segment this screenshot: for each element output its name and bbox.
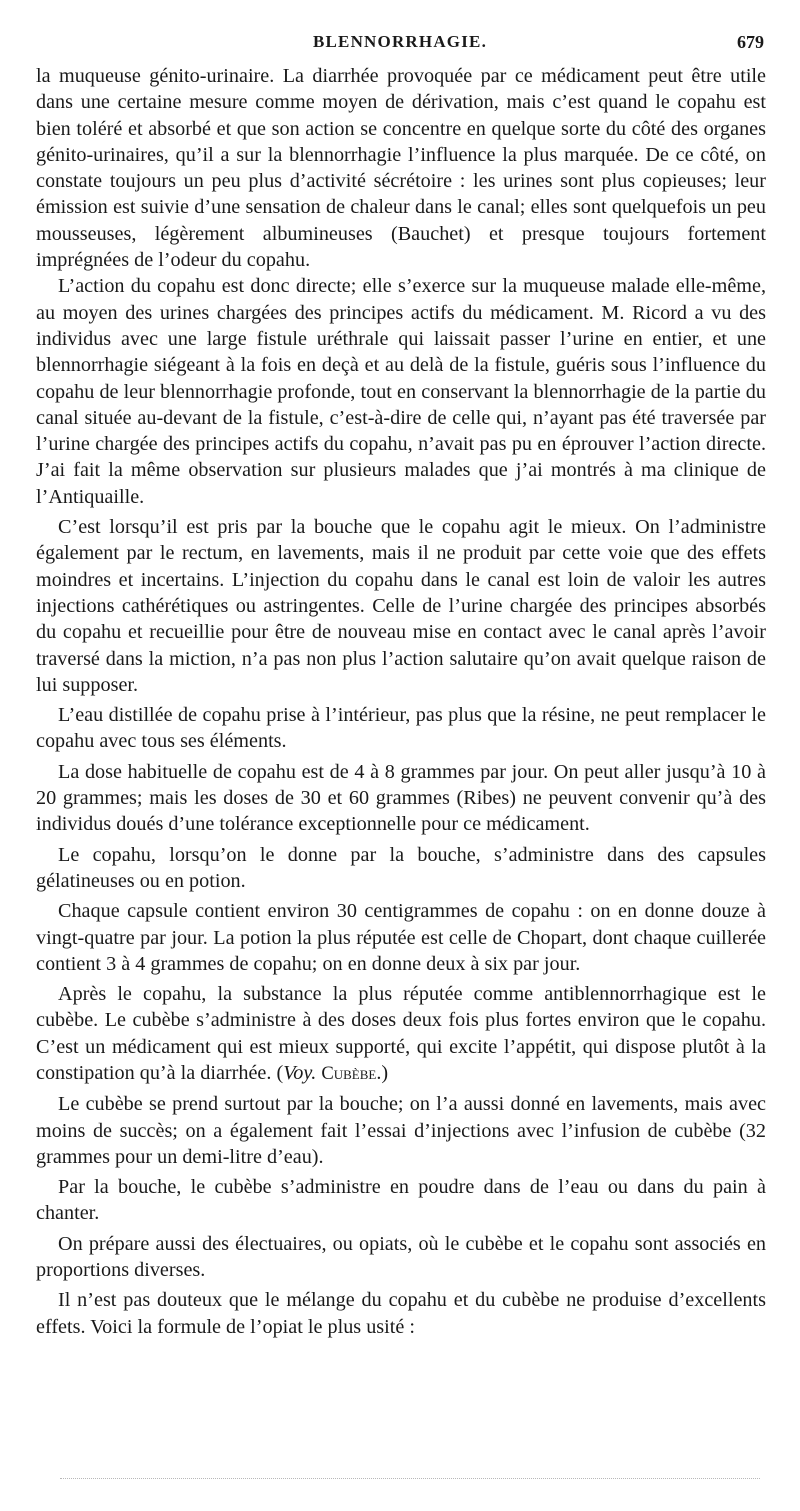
page-header [36,30,764,58]
cross-reference-target: Cubèbe [321,1062,377,1084]
bottom-rule [60,1478,760,1479]
paragraph: Chaque capsule contient environ 30 centigrammes de copahu : on en donne douze à vingt-quatre par jour. La potion la plus réputée est celle de Chopart, dont chaque cuillerée contient 3 à 4 grammes de copahu; on en donne deux à six par jour. [36,900,766,975]
paragraph-text-end: .) [376,1061,389,1084]
paragraph: la muqueuse génito-urinaire. La diarrhée provoquée par ce médicament peut être utile dans une certaine mesure comme moyen de dérivation, mais c’est quand le copahu est bien toléré et absorbé et que son action se concentre en quelque sorte du côté des organes génito-urinaires, qu’il a sur la blennorrhagie l’influence la plus marquée. De ce côté, on constate toujours un peu plus d’activité sécrétoire : les urines sont plus copieuses; leur émission est suivie d’une sensation de chaleur dans le canal; elles sont quelquefois un peu mousseuses, légèrement albumineuses (Bauchet) et presque toujours fortement imprégnées de l’odeur du copahu. [36,65,766,272]
paragraph: Le copahu, lorsqu’on le donne par la bouche, s’administre dans des capsules gélatineuses ou en potion. [36,843,766,892]
paragraph: C’est lorsqu’il est pris par la bouche que le copahu agit le mieux. On l’administre également par le rectum, en lavements, mais il ne produit par cette voie que des effets moindres et incertains. L’injection du copahu dans le canal est loin de valoir les autres injections cathérétiques ou astringentes. Celle de l’urine chargée des principes absorbés du copahu et recueillie pour être de nouveau mise en contact avec le canal après l’avoir traversé dans la miction, n’a pas non plus l’action salutaire qu’on avait quelque raison de lui supposer. [36,516,766,696]
paragraph: L’action du copahu est donc directe; elle s’exerce sur la muqueuse malade elle-même, au moyen des urines chargées des principes actifs du médicament. M. Ricord a vu des individus avec une large fistule uréthrale qui laissait passer l’urine en entier, et une blennorrhagie siégeant à la fois en deçà et au delà de la fistule, guéris sous l’influence du copahu de leur blennorrhagie profonde, tout en conservant la blennorrhagie de la partie du canal située au-devant de la fistule, c’est-à-dire de celle qui, n’ayant pas été traversée par l’urine chargée des principes actifs du copahu, n’avait pas pu en éprouver l’action directe. J’ai fait la même observation sur plusieurs malades que j’ai montrés à ma clinique de l’Antiquaille. [36,275,766,508]
paragraph: Il n’est pas douteux que le mélange du copahu et du cubèbe ne produise d’excellents effets. Voici la formule de l’opiat le plus usité : [36,1289,766,1338]
running-title: BLENNORRHAGIE. [312,32,488,51]
paragraph: La dose habituelle de copahu est de 4 à 8 grammes par jour. On peut aller jusqu’à 10 à 20 grammes; mais les doses de 30 et 60 grammes (Ribes) ne peuvent convenir qu’à des individus doués d’une tolérance exceptionnelle pour ce médicament. [36,760,766,836]
page-number: 679 [737,32,764,52]
paragraph-text: Après le copahu, la substance la plus réputée comme antiblennorrhagique est le cubèbe. Le cubèbe s’administre à des doses deux fois plus fortes environ que le copahu. C’est un médicament qui est mieux supporté, qui excite l’appétit, qui dispose plutôt à la constipation qu’à la diarrhée. ( [36,983,766,1084]
body-text [36,63,766,1340]
paragraph: L’eau distillée de copahu prise à l’intérieur, pas plus que la résine, ne peut remplacer le copahu avec tous ses éléments. [36,704,766,753]
paragraph [36,981,766,1087]
paragraph: On prépare aussi des électuaires, ou opiats, où le cubèbe et le copahu sont associés en proportions diverses. [36,1232,766,1282]
paragraph: Le cubèbe se prend surtout par la bouche; on l’a aussi donné en lavements, mais avec moins de succès; on a également fait l’essai d’injections avec l’infusion de cubèbe (32 grammes pour un demi-litre d’eau). [36,1093,766,1168]
cross-reference-voy: Voy. [283,1061,317,1084]
paragraph: Par la bouche, le cubèbe s’administre en poudre dans de l’eau ou dans du pain à chanter. [36,1176,766,1225]
